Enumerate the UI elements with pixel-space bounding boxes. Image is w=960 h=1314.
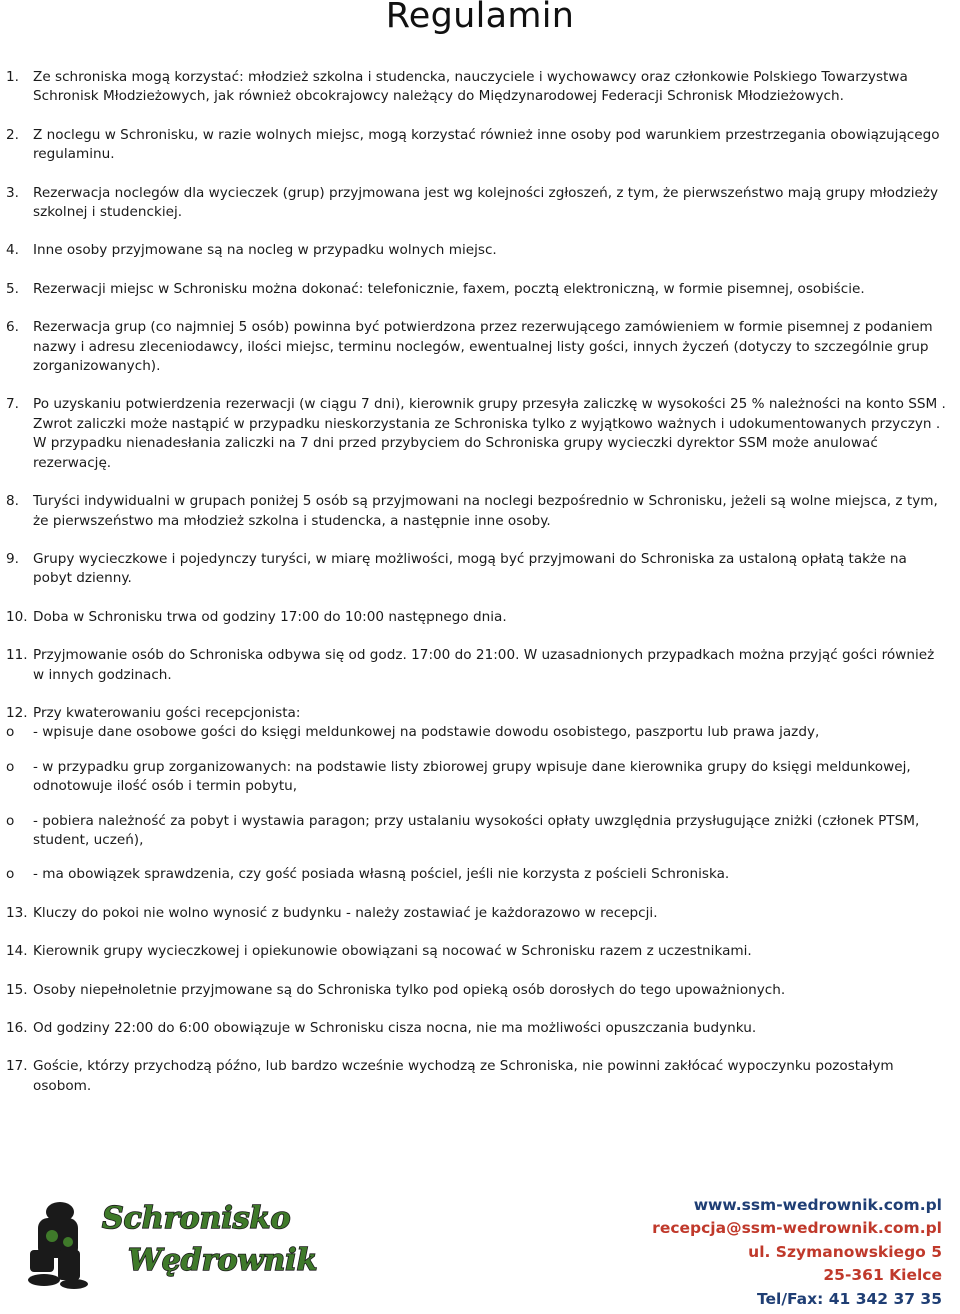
rule-item	[6, 395, 946, 473]
rule-item	[6, 1057, 946, 1096]
city-address: 25-361 Kielce	[823, 1266, 942, 1285]
sub-bullet: o	[6, 758, 15, 775]
rule-number: 8.	[6, 493, 19, 510]
rule-item	[6, 68, 946, 107]
rule-text: Osoby niepełnoletnie przyjmowane są do Schroniska tylko pod opieką osób dorosłych do tego upoważnionych.	[33, 981, 786, 998]
rule-number: 16.	[6, 1020, 28, 1036]
rule-text: Turyści indywidualni w grupach poniżej 5 osób są przyjmowani na noclegi bezpośrednio w Schronisku, jeżeli są wolne miejsca, z tym, że pierwszeństwo ma młodzież szkolna i studencka, a następnie inne osoby.	[33, 493, 938, 529]
sub-text: - ma obowiązek sprawdzenia, czy gość posiada własną pościel, jeśli nie korzysta z pościeli Schroniska.	[33, 866, 730, 883]
rule-item	[6, 942, 946, 961]
rule-text: Rezerwacja noclegów dla wycieczek (grup) przyjmowana jest wg kolejności zgłoszeń, z tym, że pierwszeństwo mają grupy młodzieży szkolnej i studenckiej.	[33, 184, 939, 221]
rule-item	[6, 550, 946, 589]
phone-fax: Tel/Fax: 41 342 37 35	[757, 1289, 942, 1308]
sub-list-item	[6, 812, 946, 851]
rule-number: 5.	[6, 280, 19, 297]
page-title: Regulamin	[385, 0, 575, 36]
rule-item	[6, 608, 946, 627]
rule-number: 15.	[6, 981, 28, 998]
rule-text: Grupy wycieczkowe i pojedynczy turyści, w miarę możliwości, mogą być przyjmowani do Schroniska za ustaloną opłatą także na pobyt dzienny.	[33, 550, 907, 587]
rule-item	[6, 704, 946, 723]
sub-text: - pobiera należność za pobyt i wystawia paragon; przy ustalaniu wysokości opłaty uwzględnia przysługujące zniżki (członek PTSM, student, uczeń),	[33, 812, 920, 848]
rule-text: Rezerwacji miejsc w Schronisku można dokonać: telefonicznie, faxem, pocztą elektroniczną, w formie pisemnej, osobiście.	[33, 280, 865, 297]
hostel-logo	[24, 1188, 318, 1292]
rule-text: Inne osoby przyjmowane są na nocleg w przypadku wolnych miejsc.	[33, 242, 497, 259]
rule-item	[6, 184, 946, 223]
rule-text: Po uzyskaniu potwierdzenia rezerwacji (w ciągu 7 dni), kierownik grupy przesyła zaliczkę w wysokości 25 % należności na konto SSM . Zwrot zaliczki może nastąpić w przypadku nieskorzystania ze Schroniska tylko z wyjątkowo ważnych i udokumentowanych przyczyn . W przypadku nienadesłania zaliczki na 7 dni przed przybyciem do Schroniska grupy wycieczki dyrektor SSM może anulować rezerwację.	[33, 396, 946, 471]
rule-number: 12.	[6, 704, 28, 721]
rule-item	[6, 241, 946, 260]
logo-line2: Wędrownik	[128, 1243, 318, 1278]
rule-item	[6, 646, 946, 685]
rule-item	[6, 981, 946, 1000]
rule-number: 3.	[6, 184, 19, 201]
sub-list-item	[6, 865, 946, 884]
logo-line1: Schronisko	[102, 1201, 291, 1236]
contact-block	[652, 1194, 942, 1311]
rule-number: 11.	[6, 647, 28, 664]
rule-number: 17.	[6, 1058, 28, 1075]
rule-text: Od godziny 22:00 do 6:00 obowiązuje w Schronisku cisza nocna, nie ma możliwości opuszczania budynku.	[33, 1020, 757, 1036]
rule-text: Rezerwacja grup (co najmniej 5 osób) powinna być potwierdzona przez rezerwującego zamówieniem w formie pisemnej z podaniem nazwy i adresu zleceniodawcy, ilości miejsc, terminu noclegów, ewentualnej listy gości, innych życzeń (dotyczy to szczególnie grup zorganizowanych).	[33, 319, 933, 375]
rule-item	[6, 280, 946, 299]
website-link[interactable]: www.ssm-wedrownik.com.pl	[693, 1196, 942, 1214]
rule-item	[6, 904, 946, 923]
rule-text: Kluczy do pokoi nie wolno wynosić z budynku - należy zostawiać je każdorazowo w recepcji.	[33, 904, 658, 921]
rule-item	[6, 492, 946, 531]
rule-text: Ze schroniska mogą korzystać: młodzież szkolna i studencka, nauczyciele i wychowawcy oraz członkowie Polskiego Towarzystwa Schronisk Młodzieżowych, jak również obcokrajowcy należący do Międzynarodowej Federacji Schronisk Młodzieżowych.	[33, 69, 908, 105]
sub-text: - wpisuje dane osobowe gości do księgi meldunkowej na podstawie dowodu osobistego, paszportu lub prawa jazdy,	[33, 724, 820, 741]
rule-number: 1.	[6, 69, 19, 85]
rules-list	[6, 68, 946, 1115]
sub-bullet: o	[6, 812, 15, 829]
rule-number: 9.	[6, 550, 19, 567]
rule-text: Przy kwaterowaniu gości recepcjonista:	[33, 704, 301, 721]
rule-item	[6, 126, 946, 165]
sub-list-item	[6, 758, 946, 797]
hiker-figure-icon	[28, 1202, 88, 1289]
rule-text: Doba w Schronisku trwa od godziny 17:00 do 10:00 następnego dnia.	[33, 608, 507, 625]
rule-text: Kierownik grupy wycieczkowej i opiekunowie obowiązani są nocować w Schronisku razem z uczestnikami.	[33, 943, 752, 960]
rule-item	[6, 318, 946, 376]
street-address: ul. Szymanowskiego 5	[748, 1242, 942, 1261]
rule-number: 2.	[6, 126, 19, 143]
sub-bullet: o	[6, 866, 15, 883]
rule-number: 13.	[6, 904, 28, 921]
rule-number: 7.	[6, 396, 19, 413]
email-link[interactable]: recepcja@ssm-wedrownik.com.pl	[652, 1219, 942, 1238]
sub-bullet: o	[6, 724, 15, 741]
rule-text: Goście, którzy przychodzą późno, lub bardzo wcześnie wychodzą ze Schroniska, nie powinni zakłócać wypoczynku pozostałym osobom.	[33, 1058, 894, 1094]
rule-number: 4.	[6, 242, 19, 259]
rule-number: 14.	[6, 943, 28, 960]
rule-text: Z noclegu w Schronisku, w razie wolnych miejsc, mogą korzystać również inne osoby pod warunkiem przestrzegania obowiązującego regulaminu.	[33, 126, 940, 163]
rule-number: 10.	[6, 608, 28, 625]
sub-text: - w przypadku grup zorganizowanych: na podstawie listy zbiorowej grupy wpisuje dane kierownika grupy do księgi meldunkowej, odnotowuje ilość osób i termin pobytu,	[33, 758, 911, 795]
rule-item	[6, 1019, 946, 1038]
rule-number: 6.	[6, 319, 19, 336]
rule-text: Przyjmowanie osób do Schroniska odbywa się od godz. 17:00 do 21:00. W uzasadnionych przypadkach można przyjąć gości również w innych godzinach.	[33, 647, 935, 683]
sub-list-item	[6, 723, 946, 742]
